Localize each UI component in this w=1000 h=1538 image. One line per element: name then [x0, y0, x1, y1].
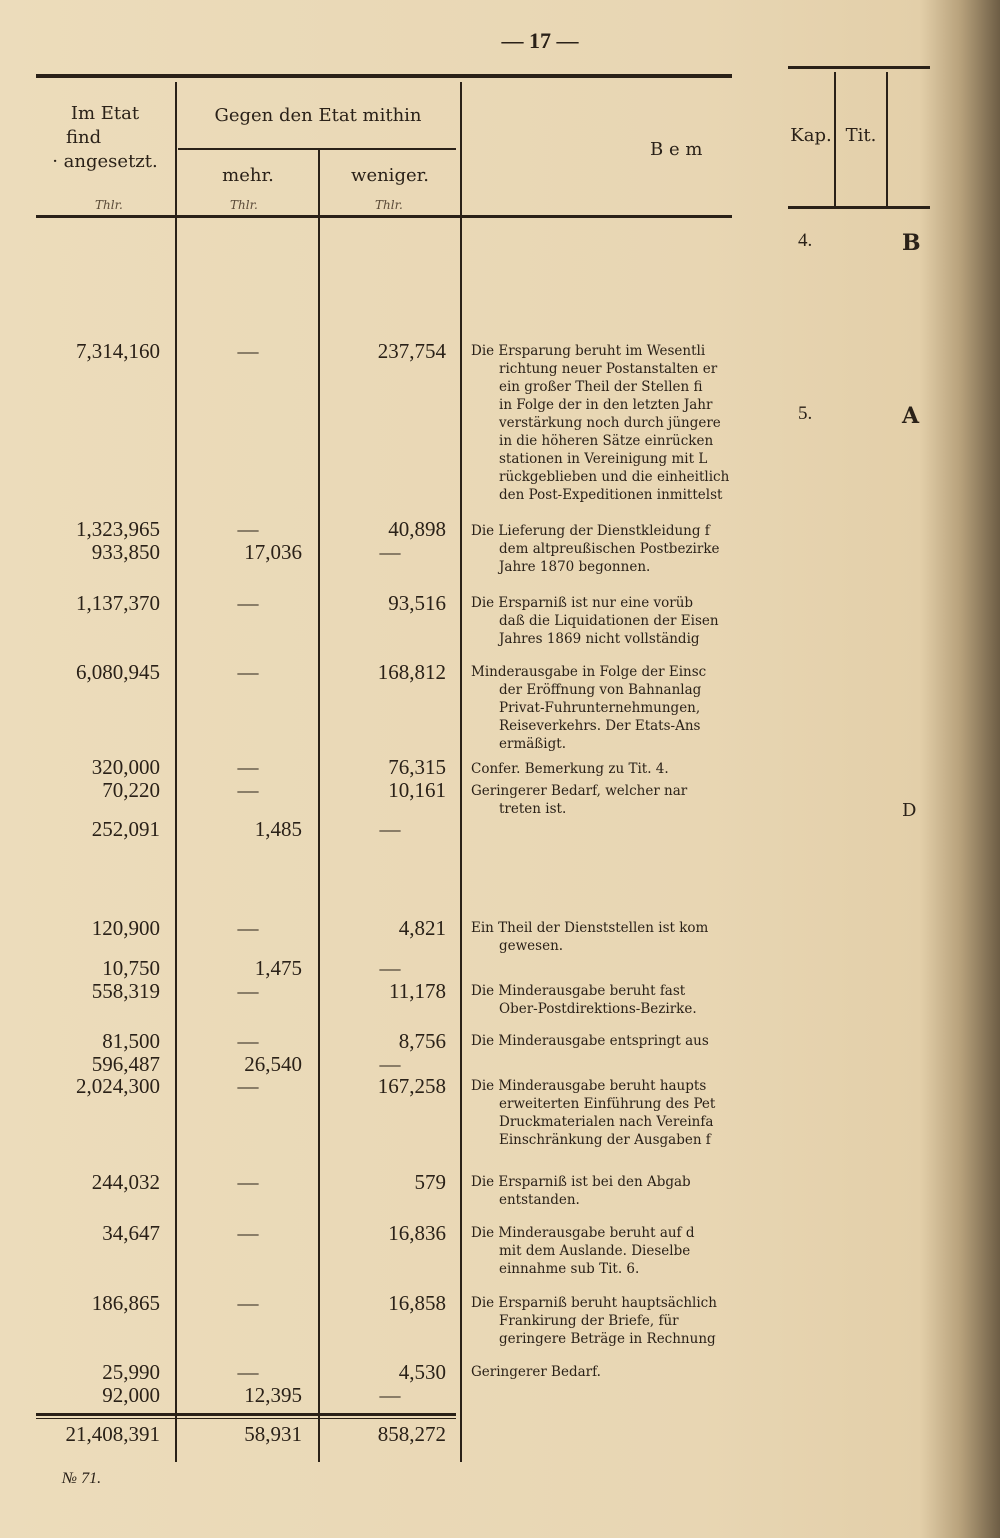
- less-cell: 16,836: [388, 1221, 446, 1245]
- budget-cell: 1,137,370: [76, 591, 160, 615]
- remark-block: Die Lieferung der Dienstkleidung f dem altpreußischen Postbezirke Jahre 1870 begonnen.: [471, 523, 720, 575]
- less-cell: 4,530: [398, 1360, 446, 1384]
- table-top-rule: [36, 74, 732, 78]
- less-cell: 10,161: [388, 778, 446, 802]
- less-cell: 40,898: [388, 517, 446, 541]
- kap-value: 5.: [798, 403, 813, 424]
- header-compare: Gegen den Etat mithin: [214, 105, 422, 126]
- total-budget: 21,408,391: [65, 1422, 160, 1446]
- more-cell: —: [237, 916, 259, 940]
- more-cell: —: [237, 517, 259, 541]
- more-cell: —: [237, 591, 259, 615]
- totals-rule-2: [36, 1418, 456, 1419]
- more-cell: —: [237, 755, 259, 779]
- budget-cell: 25,990: [102, 1360, 160, 1384]
- footer-number: № 71.: [62, 1470, 102, 1487]
- page-number: — 17 —: [501, 28, 579, 53]
- more-cell: —: [237, 660, 259, 684]
- col-divider-1: [175, 82, 177, 1462]
- remark-block: Geringerer Bedarf.: [471, 1364, 601, 1380]
- remark-block: Minderausgabe in Folge der Einsc der Eröffnung von Bahnanlag Privat-Fuhrunternehmungen, Reiseverkehrs. Der Etats-Ans ermäßigt.: [471, 664, 707, 752]
- less-cell: —: [379, 540, 401, 564]
- less-cell: —: [379, 956, 401, 980]
- less-cell: 8,756: [398, 1029, 446, 1053]
- more-cell: —: [237, 1291, 259, 1315]
- more-cell: —: [237, 1029, 259, 1053]
- remark-block: Confer. Bemerkung zu Tit. 4.: [471, 761, 669, 777]
- budget-cell: 320,000: [91, 755, 160, 779]
- budget-cell: 2,024,300: [76, 1074, 160, 1098]
- more-cell: 12,395: [244, 1383, 302, 1407]
- remark-block: Die Minderausgabe beruht haupts erweiterten Einführung des Pet Druckmaterialen nach Vereinfa Einschränkung der Ausgaben f: [471, 1078, 716, 1148]
- budget-cell: 933,850: [91, 540, 160, 564]
- budget-cell: 70,220: [102, 778, 160, 802]
- remark-block: Die Minderausgabe beruht auf d mit dem Auslande. Dieselbe einnahme sub Tit. 6.: [471, 1225, 695, 1277]
- remark-block: Die Ersparniß beruht hauptsächlich Frankirung der Briefe, für geringere Beträge in Rechnung: [471, 1295, 717, 1347]
- header-bottom-rule-right: [788, 206, 930, 209]
- less-cell: —: [379, 1052, 401, 1076]
- budget-cell: 92,000: [102, 1383, 160, 1407]
- header-less: weniger.: [351, 165, 429, 186]
- remark-block: Geringerer Bedarf, welcher nar treten ist.: [471, 783, 688, 817]
- kap-value: 4.: [798, 230, 813, 251]
- table-top-rule-right: [788, 66, 930, 69]
- more-cell: —: [237, 1221, 259, 1245]
- remark-block: Die Ersparung beruht im Wesentli richtung neuer Postanstalten er ein großer Theil der Stellen fi in Folge der in den letzten Jahr verstärkung noch durch jüngere in die höheren Sätze einrücken stationen in Vereinigung mit L rückgeblieben und die einheitlich den Post-Expeditionen inmittelst: [471, 343, 730, 503]
- unit-more: Thlr.: [230, 198, 258, 212]
- compare-sub-rule: [178, 148, 456, 150]
- remark-block: Die Minderausgabe entspringt aus: [471, 1033, 709, 1049]
- more-cell: —: [237, 1170, 259, 1194]
- less-cell: 168,812: [377, 660, 446, 684]
- budget-cell: 558,319: [91, 979, 160, 1003]
- budget-cell: 252,091: [91, 817, 160, 841]
- more-cell: —: [237, 1360, 259, 1384]
- header-more: mehr.: [222, 165, 274, 186]
- more-cell: 1,475: [254, 956, 302, 980]
- less-cell: —: [379, 817, 401, 841]
- less-cell: 237,754: [377, 339, 446, 363]
- total-more: 58,931: [244, 1422, 302, 1446]
- budget-cell: 244,032: [91, 1170, 160, 1194]
- less-cell: 16,858: [388, 1291, 446, 1315]
- unit-budget: Thlr.: [95, 198, 123, 212]
- col-divider-2: [318, 148, 320, 1462]
- more-cell: —: [237, 1074, 259, 1098]
- less-cell: 76,315: [388, 755, 446, 779]
- remark-block: Die Minderausgabe beruht fast Ober-Postdirektions-Bezirke.: [471, 983, 697, 1017]
- more-cell: —: [237, 979, 259, 1003]
- budget-cell: 6,080,945: [76, 660, 160, 684]
- header-tit: Tit.: [845, 125, 877, 146]
- less-cell: 167,258: [377, 1074, 446, 1098]
- budget-cell: 81,500: [102, 1029, 160, 1053]
- header-budget: Im Etat find · angesetzt.: [52, 103, 158, 172]
- budget-cell: 596,487: [91, 1052, 160, 1076]
- header-kap: Kap.: [790, 125, 832, 146]
- remark-block: Die Ersparniß ist nur eine vorüb daß die Liquidationen der Eisen Jahres 1869 nicht vollständig: [471, 595, 719, 647]
- header-bottom-rule: [36, 215, 732, 218]
- total-less: 858,272: [377, 1422, 446, 1446]
- more-cell: —: [237, 778, 259, 802]
- less-cell: 11,178: [389, 979, 446, 1003]
- less-cell: 4,821: [398, 916, 446, 940]
- budget-cell: 1,323,965: [76, 517, 160, 541]
- edge-glyph: A: [902, 403, 920, 429]
- remark-block: Ein Theil der Dienststellen ist kom gewesen.: [471, 920, 709, 954]
- less-cell: 93,516: [388, 591, 446, 615]
- col-divider-right-2: [886, 72, 888, 206]
- less-cell: —: [379, 1383, 401, 1407]
- budget-cell: 10,750: [102, 956, 160, 980]
- totals-rule: [36, 1413, 456, 1416]
- more-cell: 26,540: [244, 1052, 302, 1076]
- more-cell: 1,485: [254, 817, 302, 841]
- less-cell: 579: [414, 1170, 446, 1194]
- budget-cell: 186,865: [91, 1291, 160, 1315]
- edge-glyph: B: [902, 230, 921, 256]
- edge-glyph: D: [902, 800, 917, 821]
- more-cell: —: [237, 339, 259, 363]
- remark-block: Die Ersparniß ist bei den Abgab entstanden.: [471, 1174, 691, 1208]
- budget-cell: 34,647: [102, 1221, 160, 1245]
- unit-less: Thlr.: [375, 198, 403, 212]
- col-divider-3: [460, 82, 462, 1462]
- budget-cell: 7,314,160: [76, 339, 160, 363]
- budget-cell: 120,900: [91, 916, 160, 940]
- more-cell: 17,036: [244, 540, 302, 564]
- header-remarks: B e m: [650, 139, 703, 160]
